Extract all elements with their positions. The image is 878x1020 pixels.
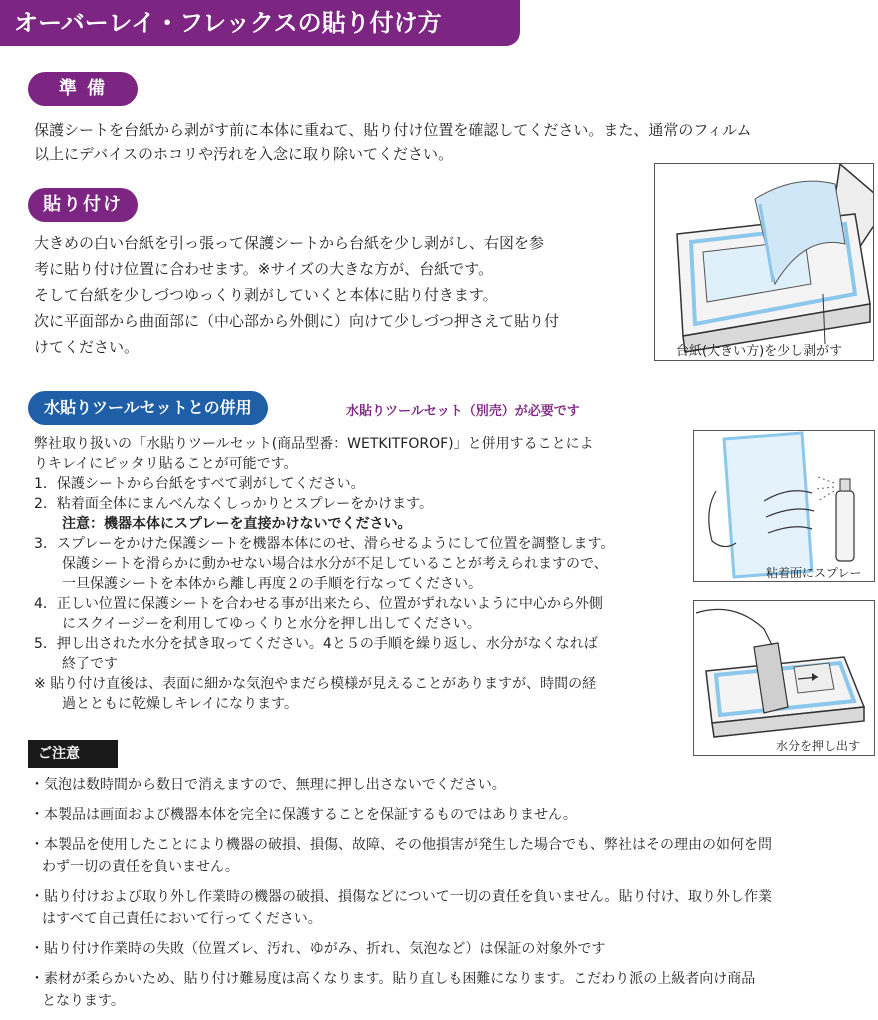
caution-heading: ご注意 [28, 740, 118, 768]
step-line: 一旦保護シートを本体から離し再度２の手順を行なってください。 [62, 576, 482, 592]
section-heading-water-tool: 水貼りツールセットとの併用 [28, 391, 268, 425]
step-line: りキレイにピッタリ貼ることが可能です。 [34, 456, 298, 472]
caution-item [30, 834, 875, 878]
step-line: 1．保護シートから台紙をすべて剥がしてください。 [34, 476, 365, 492]
text-line: そして台紙を少しづつゆっくり剥がしていくと本体に貼り付きます。 [34, 286, 498, 304]
step-line: 過とともに乾燥しキレイになります。 [62, 696, 299, 712]
squeegee-illustration [693, 600, 875, 756]
caution-line: ・素材が柔らかいため、貼り付け難易度は高くなります。貼り直しも困難になります。こだわり派の上級者向け商品 [30, 971, 756, 987]
water-tool-required-note: 水貼りツールセット（別売）が必要です [346, 404, 580, 419]
step-line: 弊社取り扱いの「水貼りツールセット(商品型番：WETKITFOROF)」と併用することによ [34, 436, 594, 452]
spray-illustration [693, 430, 875, 582]
caution-item [30, 774, 875, 796]
step-line: にスクイージーを利用してゆっくりと水分を押し出してください。 [62, 616, 481, 632]
figure-caption-peel: 台紙(大きい方)を少し剥がす [676, 344, 843, 359]
step-line: 5．押し出された水分を拭き取ってください。4と５の手順を繰り返し、水分がなくなれば [34, 636, 598, 652]
caution-line: ・貼り付けおよび取り外し作業時の機器の破損、損傷などについて一切の責任を負いません。貼り付け、取り外し作業 [30, 889, 772, 905]
caution-line: ・気泡は数時間から数日で消えますので、無理に押し出さないでください。 [30, 777, 506, 793]
caution-line: となります。 [42, 993, 125, 1009]
step-line: ※ 貼り付け直後は、表面に細かな気泡やまだら模様が見えることがありますが、時間の経 [34, 676, 597, 692]
caution-item [30, 968, 875, 1012]
water-tool-steps [34, 434, 686, 714]
text-line: けてください。 [34, 338, 140, 356]
caution-line: はすべて自己責任において行ってください。 [42, 911, 322, 927]
section-heading-application: 貼り付け [28, 188, 138, 222]
page-title: オーバーレイ・フレックスの貼り付け方 [0, 0, 520, 46]
step-line: 4．正しい位置に保護シートを合わせる事が出来たら、位置がずれないように中心から外側 [34, 596, 603, 612]
caution-item [30, 886, 875, 930]
text-line: 以上にデバイスのホコリや汚れを入念に取り除いてください。 [34, 145, 453, 163]
figure-caption-spray: 粘着面にスプレー [766, 566, 862, 580]
caution-line: わず一切の責任を負いません。 [42, 859, 239, 875]
caution-line: ・貼り付け作業時の失敗（位置ズレ、汚れ、ゆがみ、折れ、気泡など）は保証の対象外です [30, 941, 606, 957]
peel-backing-drawing [655, 164, 874, 361]
text-line: 保護シートを台紙から剥がす前に本体に重ねて、貼り付け位置を確認してください。また、通常のフィルム [34, 121, 752, 139]
caution-item [30, 804, 875, 826]
caution-list [30, 774, 875, 1020]
squeegee-drawing [694, 601, 875, 756]
section-heading-preparation: 準 備 [28, 72, 138, 106]
peel-backing-illustration [654, 163, 874, 361]
application-text [34, 230, 644, 360]
preparation-text [34, 118, 874, 166]
step-line: 注意：機器本体にスプレーを直接かけないでください。 [62, 516, 412, 532]
caution-item [30, 938, 875, 960]
text-line: 考に貼り付け位置に合わせます。※サイズの大きな方が、台紙です。 [34, 260, 493, 278]
figure-caption-squeegee: 水分を押し出す [776, 739, 861, 753]
text-line: 次に平面部から曲面部に（中心部から外側に）向けて少しづつ押さえて貼り付 [34, 312, 560, 330]
step-line: 2．粘着面全体にまんべんなくしっかりとスプレーをかけます。 [34, 496, 433, 512]
step-line: 3．スプレーをかけた保護シートを機器本体にのせ、滑らせるようにして位置を調整します。 [34, 536, 615, 552]
text-line: 大きめの白い台紙を引っ張って保護シートから台紙を少し剥がし、右図を参 [34, 234, 545, 252]
step-line: 保護シートを滑らかに動かせない場合は水分が不足していることが考えられますので、 [62, 556, 608, 572]
caution-line: ・本製品を使用したことにより機器の破損、損傷、故障、その他損害が発生した場合でも、弊社はその理由の如何を問 [30, 837, 772, 853]
caution-line: ・本製品は画面および機器本体を完全に保護することを保証するものではありません。 [30, 807, 577, 823]
step-line: 終了です [62, 656, 118, 672]
spray-drawing [694, 431, 875, 582]
